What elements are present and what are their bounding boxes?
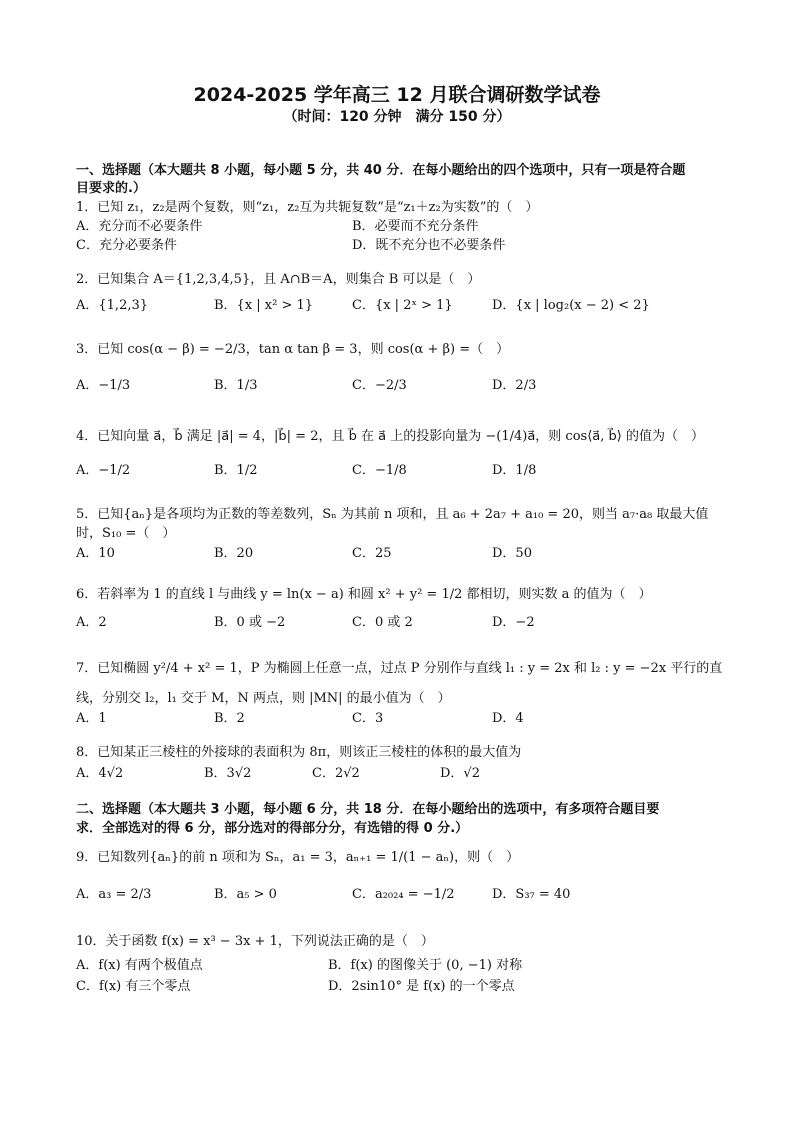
question-8-option-d: D．√2	[440, 766, 480, 781]
question-1-option-c: C．充分必要条件	[76, 238, 177, 253]
question-2-option-a: A．{1,2,3}	[76, 298, 149, 313]
question-3-option-c: C．−2/3	[352, 378, 407, 393]
question-3-stem: 3．已知 cos(α − β) = −2/3，tan α tan β = 3，则 cos(α + β) =（ ）	[76, 342, 510, 357]
question-2-option-c: C．{x | 2ˣ > 1}	[352, 298, 453, 313]
question-9-option-a: A．a₃ = 2/3	[76, 887, 152, 902]
section1-heading-line1: 一、选择题（本大题共 8 小题，每小题 5 分，共 40 分．在每小题给出的四个选项中，只有一项是符合题	[76, 163, 686, 178]
question-2-option-d: D．{x | log₂(x − 2) < 2}	[492, 298, 650, 313]
question-5-option-b: B．20	[214, 546, 254, 561]
question-4-option-c: C．−1/8	[352, 463, 407, 478]
section1-heading-line2: 目要求的.）	[76, 181, 146, 196]
question-4-option-a: A．−1/2	[76, 463, 131, 478]
question-3-option-b: B．1/3	[214, 378, 258, 393]
question-5-option-c: C．25	[352, 546, 392, 561]
question-5-option-a: A．10	[76, 546, 115, 561]
question-4-option-d: D．1/8	[492, 463, 537, 478]
question-9-option-b: B．a₅ > 0	[214, 887, 277, 902]
exam-subtitle: （时间：120 分钟 满分 150 分）	[283, 109, 511, 125]
question-7-option-c: C．3	[352, 711, 384, 726]
question-6-option-a: A．2	[76, 615, 107, 630]
question-8-option-a: A．4√2	[76, 766, 124, 781]
question-4-stem: 4．已知向量 a⃗，b⃗ 满足 |a⃗| = 4，|b⃗| = 2，且 b⃗ 在 a⃗ 上的投影向量为 −(1/4)a⃗，则 cos⟨a⃗, b⃗⟩ 的值为（ ）	[76, 429, 704, 444]
question-6-option-d: D．−2	[492, 615, 535, 630]
question-7-stem: 7．已知椭圆 y²/4 + x² = 1，P 为椭圆上任意一点，过点 P 分别作与直线 l₁ : y = 2x 和 l₂ : y = −2x 平行的直	[76, 661, 723, 676]
question-5-option-d: D．50	[492, 546, 532, 561]
question-5-stem: 5．已知{aₙ}是各项均为正数的等差数列，Sₙ 为其前 n 项和，且 a₆ + 2a₇ + a₁₀ = 20，则当 a₇·a₈ 取最大值	[76, 507, 709, 522]
question-9-option-d: D．S₃₇ = 40	[492, 887, 571, 902]
question-1-option-a: A．充分而不必要条件	[76, 219, 203, 234]
question-1-option-d: D．既不充分也不必要条件	[352, 238, 506, 253]
question-10-option-c: C．f(x) 有三个零点	[76, 979, 191, 994]
question-7-stem-line2: 线，分别交 l₂，l₁ 交于 M，N 两点，则 |MN| 的最小值为（ ）	[76, 691, 451, 706]
question-7-option-b: B．2	[214, 711, 245, 726]
question-5-stem-line2: 时，S₁₀ =（ ）	[76, 526, 176, 541]
question-10-stem: 10．关于函数 f(x) = x³ − 3x + 1，下列说法正确的是（ ）	[76, 934, 434, 949]
question-1-option-b: B．必要而不充分条件	[352, 219, 479, 234]
question-6-option-c: C．0 或 2	[352, 615, 413, 630]
question-9-stem: 9．已知数列{aₙ}的前 n 项和为 Sₙ，a₁ = 3，aₙ₊₁ = 1/(1 − aₙ)，则（ ）	[76, 850, 520, 865]
question-4-option-b: B．1/2	[214, 463, 258, 478]
question-7-option-a: A．1	[76, 711, 107, 726]
section2-heading-line2: 求．全部选对的得 6 分，部分选对的得部分分，有选错的得 0 分.）	[76, 821, 469, 836]
question-3-option-d: D．2/3	[492, 378, 537, 393]
question-10-option-d: D．2sin10° 是 f(x) 的一个零点	[328, 979, 515, 994]
question-10-option-a: A．f(x) 有两个极值点	[76, 958, 203, 973]
question-8-stem: 8．已知某正三棱柱的外接球的表面积为 8π，则该正三棱柱的体积的最大值为	[76, 745, 522, 760]
section2-heading-line1: 二、选择题（本大题共 3 小题，每小题 6 分，共 18 分．在每小题给出的选项中，有多项符合题目要	[76, 802, 660, 817]
question-9-option-c: C．a₂₀₂₄ = −1/2	[352, 887, 455, 902]
question-6-stem: 6．若斜率为 1 的直线 l 与曲线 y = ln(x − a) 和圆 x² + y² = 1/2 都相切，则实数 a 的值为（ ）	[76, 587, 652, 602]
question-2-stem: 2．已知集合 A＝{1,2,3,4,5}，且 A∩B＝A，则集合 B 可以是（ ）	[76, 272, 481, 287]
question-3-option-a: A．−1/3	[76, 378, 131, 393]
question-8-option-c: C．2√2	[312, 766, 360, 781]
question-6-option-b: B．0 或 −2	[214, 615, 286, 630]
question-8-option-b: B．3√2	[204, 766, 252, 781]
question-2-option-b: B．{x | x² > 1}	[214, 298, 314, 313]
question-1-stem: 1．已知 z₁，z₂是两个复数，则“z₁，z₂互为共轭复数”是“z₁＋z₂为实数”的（ ）	[76, 200, 539, 215]
question-7-option-d: D．4	[492, 711, 524, 726]
question-10-option-b: B．f(x) 的图像关于 (0, −1) 对称	[328, 958, 523, 973]
exam-title: 2024-2025 学年高三 12 月联合调研数学试卷	[193, 84, 601, 106]
